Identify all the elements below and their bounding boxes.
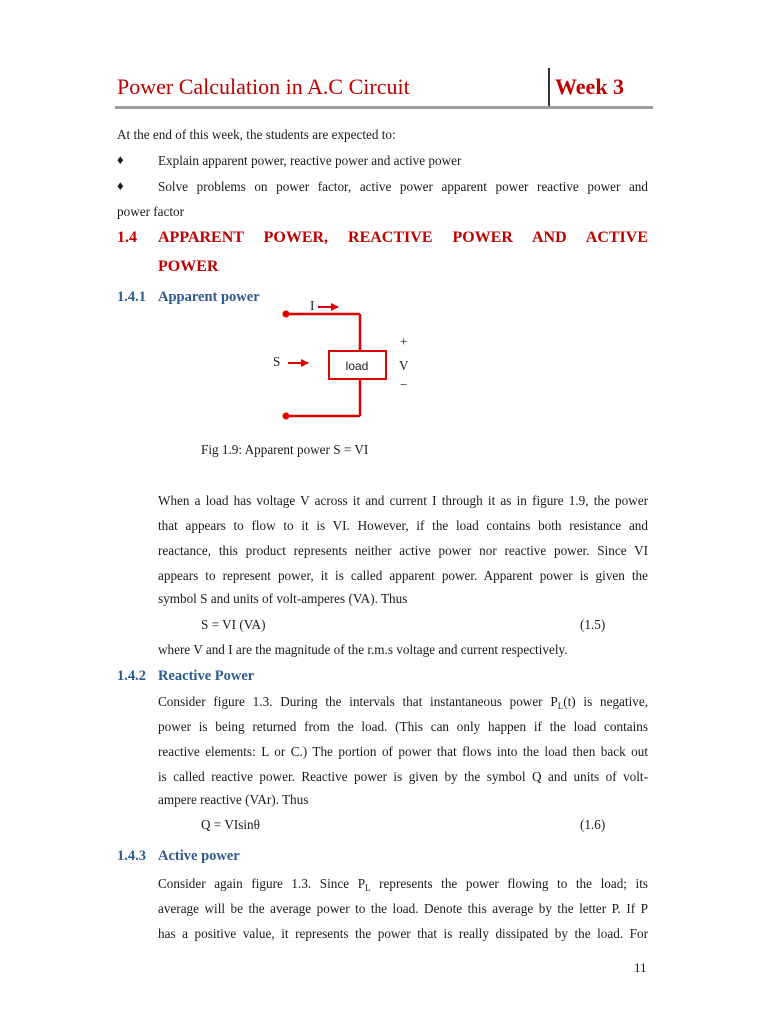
subsection-number: 1.4.2 <box>117 668 146 684</box>
voltage-label: V <box>399 358 409 373</box>
week-label: Week 3 <box>555 74 625 99</box>
figure-caption: Fig 1.9: Apparent power S = VI <box>201 442 369 457</box>
subsection-title: Reactive Power <box>158 668 255 684</box>
page-number: 11 <box>634 960 647 975</box>
header-rule <box>115 106 653 109</box>
text-run: Consider again figure 1.3. Since P <box>158 876 366 891</box>
paragraph-line: power is being returned from the load. (This can only happen if the load contains <box>158 719 648 734</box>
text-run: represents the power flowing to the load; its <box>370 876 648 891</box>
terminal-bottom <box>283 413 290 420</box>
subscript: L <box>557 701 564 711</box>
subsection-number: 1.4.3 <box>117 848 146 864</box>
paragraph-line: has a positive value, it represents the power that is really dissipated by the load. For <box>158 926 648 941</box>
subsection-number: 1.4.1 <box>117 289 146 305</box>
current-label: I <box>310 298 315 313</box>
load-label: load <box>345 359 369 373</box>
paragraph-line: average will be the average power to the load. Denote this average by the letter P. If P <box>158 901 648 916</box>
paragraph-line: is called reactive power. Reactive power is given by the symbol Q and units of volt- <box>158 769 648 784</box>
section-title-continued: POWER <box>158 258 219 275</box>
bullet-text-continued: power factor <box>117 204 184 219</box>
bullet-text: Explain apparent power, reactive power and active power <box>158 153 462 168</box>
equation-number: (1.6) <box>580 817 606 832</box>
bullet-icon: ♦ <box>117 178 124 193</box>
subsection-title: Active power <box>158 848 240 864</box>
section-title: APPARENT POWER, REACTIVE POWER AND ACTIVE <box>158 229 648 246</box>
header-divider <box>548 68 550 108</box>
paragraph-line: appears to represent power, it is called apparent power. Apparent power is given the <box>158 568 648 583</box>
plus-label: + <box>400 334 408 349</box>
equation: S = VI (VA) <box>201 617 266 632</box>
power-label: S <box>273 354 281 369</box>
intro-text: At the end of this week, the students are expected to: <box>117 127 396 142</box>
paragraph-line: where V and I are the magnitude of the r.m.s voltage and current respectively. <box>158 642 568 657</box>
paragraph-line: reactance, this product represents neither active power nor reactive power. Since VI <box>158 543 648 558</box>
section-number: 1.4 <box>117 229 137 246</box>
bullet-text: Solve problems on power factor, active power apparent power reactive power and <box>158 179 648 194</box>
paragraph-line: reactive elements: L or C.) The portion of power that flows into the load then back out <box>158 744 648 759</box>
equation-number: (1.5) <box>580 617 606 632</box>
subsection-title: Apparent power <box>158 289 260 305</box>
document-title: Power Calculation in A.C Circuit <box>117 74 410 99</box>
subscript: L <box>365 883 371 893</box>
paragraph-line: ampere reactive (VAr). Thus <box>158 792 309 807</box>
paragraph-line: When a load has voltage V across it and current I through it as in figure 1.9, the power <box>158 493 648 508</box>
text-run: (t) is negative, <box>563 694 648 709</box>
paragraph-line: symbol S and units of volt-amperes (VA). Thus <box>158 591 408 606</box>
bullet-icon: ♦ <box>117 152 124 167</box>
paragraph-line: that appears to flow to it is VI. However, if the load contains both resistance and <box>158 518 648 533</box>
equation: Q = VIsinθ <box>201 817 260 832</box>
minus-label: − <box>400 377 408 392</box>
terminal-top <box>283 311 290 318</box>
text-run: Consider figure 1.3. During the intervals that instantaneous power P <box>158 694 558 709</box>
